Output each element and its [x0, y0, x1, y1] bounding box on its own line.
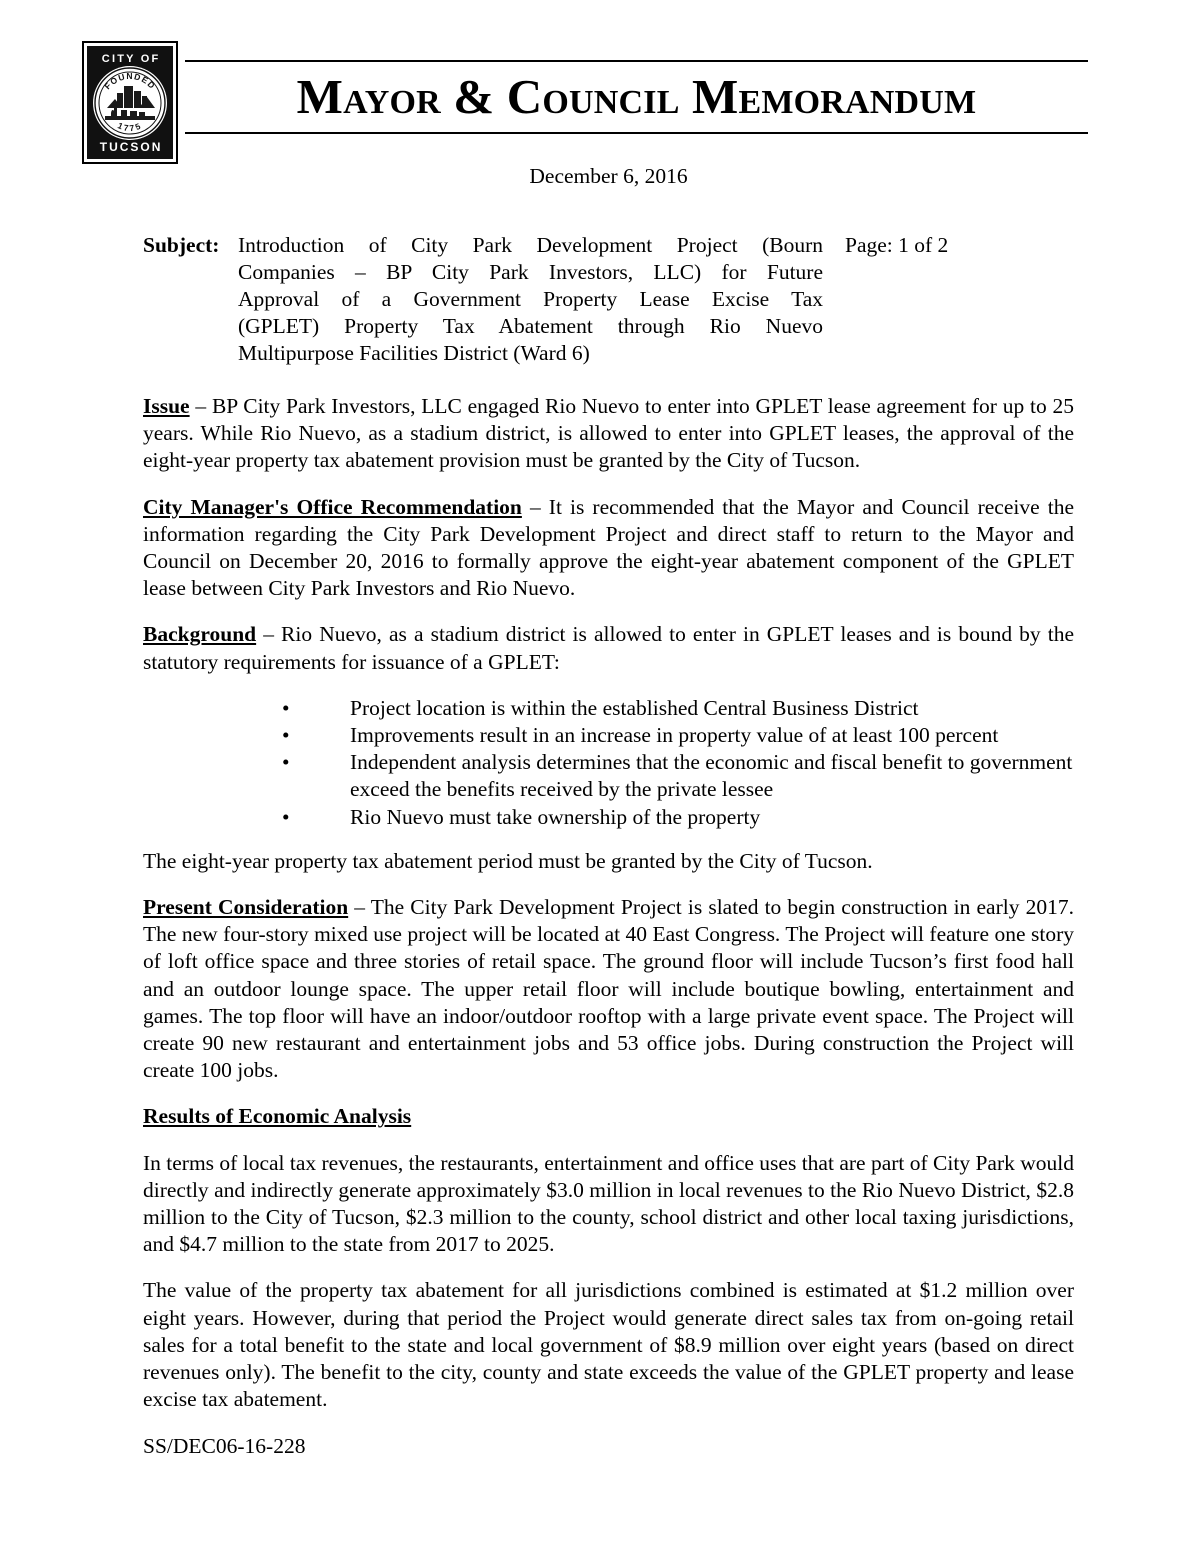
header-rule-top — [185, 60, 1088, 62]
recommendation-paragraph — [143, 494, 1074, 603]
seal-top-label: CITY OF — [101, 53, 161, 65]
list-item-label: Rio Nuevo must take ownership of the property — [350, 804, 761, 829]
results-paragraph-2: The value of the property tax abatement for all jurisdictions combined is estimated at $1.2 million over eight years. However, during that period the Project would generate direct sales tax from on-going retail sales for a total benefit to the state and local government of $8.9 million over eight years (based on direct revenues only). The benefit to the city, county and state exceeds the value of the GPLET property and lease excise tax abatement. — [143, 1278, 1074, 1412]
memo-body — [143, 393, 1074, 1479]
list-item — [282, 804, 1074, 831]
subject-block — [143, 232, 1074, 367]
seal-emblem-icon — [93, 66, 167, 140]
page-title: Mayor & Council Memorandum — [296, 69, 977, 124]
issue-paragraph — [143, 393, 1074, 475]
seal-circle — [93, 66, 167, 140]
seal-arc-bottom-label: 1775 — [116, 119, 144, 133]
gplet-requirements-list — [143, 695, 1074, 831]
subject-line: Approval of a Government Property Lease Excise Tax — [238, 287, 823, 311]
list-item — [282, 695, 1074, 722]
present-consideration-paragraph — [143, 894, 1074, 1084]
recommendation-lead-label: City Manager's Office Recommendation — [143, 494, 522, 519]
list-item — [282, 749, 1074, 803]
issue-dash: – — [189, 394, 212, 418]
background-lead-label: Background — [143, 622, 257, 647]
present-consideration-lead-label: Present Consideration — [143, 895, 349, 920]
present-consideration-dash: – — [348, 895, 371, 920]
list-item-label: Improvements result in an increase in property value of at least 100 percent — [350, 723, 999, 748]
subject-line: Multipurpose Facilities District (Ward 6) — [238, 341, 590, 365]
subject-line: Companies – BP City Park Investors, LLC) for Future — [238, 260, 823, 284]
recommendation-body: It is recommended that the Mayor and Council receive the information regarding the City Park Development Project and direct staff to return to the Mayor and Council on December 20, 2016 to formally approve the eight-year abatement component of the GPLET lease between City Park Investors and Rio Nuevo. — [143, 494, 1074, 601]
document-header — [0, 0, 1200, 160]
seal-bottom-label: TUCSON — [99, 140, 163, 154]
bullet-icon: • — [282, 750, 290, 775]
footer-reference: SS/DEC06-16-228 — [143, 1433, 306, 1458]
list-item-label: Independent analysis determines that the economic and fiscal benefit to government exceed the benefits received by the private lessee — [350, 750, 1073, 802]
memo-date: December 6, 2016 — [529, 164, 688, 188]
issue-lead-label: Issue — [143, 394, 190, 418]
bullet-icon: • — [282, 804, 290, 829]
results-paragraph-1: In terms of local tax revenues, the restaurants, entertainment and office uses that are part of City Park would directly and indirectly generate approximately $3.0 million in local revenues to the Rio Nuevo District, $2.8 million to the City of Tucson, $2.3 million to the county, school district and other local taxing jurisdictions, and $4.7 million to the state from 2017 to 2025. — [143, 1150, 1074, 1257]
background-body: Rio Nuevo, as a stadium district is allowed to enter in GPLET leases and is bound by the statutory requirements for issuance of a GPLET: — [143, 622, 1075, 674]
page-indicator: Page: 1 of 2 — [845, 233, 949, 257]
present-consideration-body: The City Park Development Project is slated to begin construction in early 2017. The new four-story mixed use project will be located at 40 East Congress. The Project will feature one story of loft office space and three stories of retail space. The ground floor will include Tucson’s first food hall and an outdoor lounge space. The upper retail floor will include boutique bowling, entertainment and games. The top floor will have an indoor/outdoor rooftop with a large private event space. The Project will create 90 new restaurant and entertainment jobs and 53 office jobs. During construction the Project will create 100 jobs. — [143, 895, 1074, 1083]
list-item-label: Project location is within the established Central Business District — [350, 695, 919, 720]
recommendation-dash: – — [521, 494, 549, 519]
subject-text — [238, 232, 823, 367]
issue-body: BP City Park Investors, LLC engaged Rio Nuevo to enter into GPLET lease agreement for up to 25 years. While Rio Nuevo, as a stadium district, is allowed to enter into GPLET leases, the approval of the eight-year property tax abatement provision must be granted by the City of Tucson. — [143, 394, 1074, 473]
background-paragraph — [143, 621, 1074, 675]
results-of-economic-analysis-heading: Results of Economic Analysis — [143, 1104, 412, 1129]
seal-arc-top-label: FOUNDED — [102, 70, 158, 91]
seal-inner — [87, 46, 173, 159]
background-dash: – — [256, 622, 282, 647]
bullet-icon: • — [282, 695, 290, 720]
subject-label: Subject: — [143, 233, 220, 257]
city-of-tucson-seal-icon — [82, 41, 178, 164]
subject-line: Introduction of City Park Development Project (Bourn — [238, 233, 823, 257]
subject-line: (GPLET) Property Tax Abatement through Rio Nuevo — [238, 314, 823, 338]
bullet-icon: • — [282, 723, 290, 748]
background-closing-paragraph: The eight-year property tax abatement period must be granted by the City of Tucson. — [143, 848, 873, 873]
list-item — [282, 722, 1074, 749]
header-rule-bottom — [185, 132, 1088, 134]
